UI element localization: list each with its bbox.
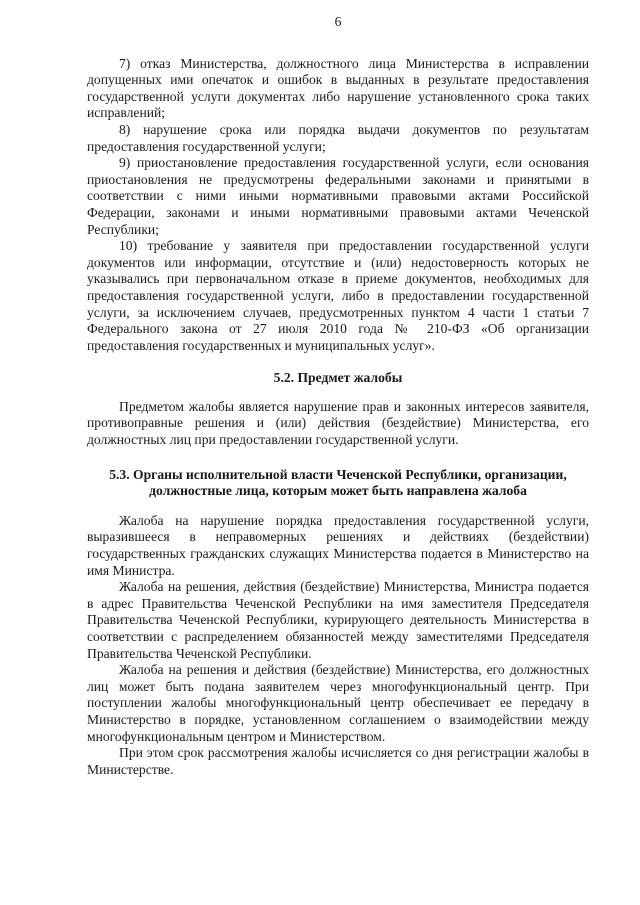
list-item-7: 7) отказ Министерства, должностного лица Министерства в исправлении допущенных ими опечаток и ошибок в выданных в результате предоставления государственной услуги документах либо нарушение установленного срока таких исправлений; — [87, 55, 589, 121]
document-page — [87, 14, 589, 778]
section-5-3-heading-line1: 5.3. Органы исполнительной власти Чеченской Республики, организации, — [109, 466, 567, 482]
section-5-3-heading — [87, 467, 589, 500]
section-5-3-paragraph-4: При этом срок рассмотрения жалобы исчисляется со дня регистрации жалобы в Министерстве. — [87, 745, 589, 777]
section-5-3-paragraph-1: Жалоба на нарушение порядка предоставления государственной услуги, выразившееся в неправомерных решениях и действиях (бездействии) государственных гражданских служащих Министерства подается в Министерство на имя Министра. — [87, 512, 589, 578]
section-5-3-paragraph-3: Жалоба на решения и действия (бездействие) Министерства, его должностных лиц может быть подана заявителем через многофункциональный центр. При поступлении жалобы многофункциональный центр обеспечивает ее передачу в Министерство в порядке, установленном соглашением о взаимодействии между многофункциональным центром и Министерством. — [87, 662, 589, 744]
list-item-8: 8) нарушение срока или порядка выдачи документов по результатам предоставления государственной услуги; — [87, 121, 589, 154]
list-item-9: 9) приостановление предоставления государственной услуги, если основания приостановления не предусмотрены федеральными законами и принятыми в соответствии с ними иными нормативными правовыми актами Российской Федерации, законами и иными нормативными правовыми актами Чеченской Республики; — [87, 155, 589, 237]
section-5-2-paragraph: Предметом жалобы является нарушение прав и законных интересов заявителя, противоправные решения и (или) действия (бездействие) Министерства, его должностных лиц при предоставлении государственной услуги. — [87, 398, 589, 448]
section-5-2-heading: 5.2. Предмет жалобы — [273, 370, 403, 386]
page-number: 6 — [334, 14, 342, 29]
list-item-10: 10) требование у заявителя при предоставлении государственной услуги документов или информации, отсутствие и (или) недостоверность которых не указывались при первоначальном отказе в приеме документов, необходимых для предоставления государственной услуги, либо в предоставлении государственной услуги, за исключением случаев, предусмотренных пунктом 4 части 1 статьи 7 Федерального закона от 27 июля 2010 года № 210-ФЗ «Об организации предоставления государственных и муниципальных услуг». — [87, 238, 589, 353]
section-5-3-heading-line2: должностные лица, которым может быть направлена жалоба — [149, 483, 527, 499]
section-5-3-paragraph-2: Жалоба на решения, действия (бездействие) Министерства, Министра подается в адрес Правительства Чеченской Республики на имя заместителя Председателя Правительства Чеченской Республики, курирующего деятельность Министерства в соответствии с распределением обязанностей между заместителями Председателя Правительства Чеченской Республики. — [87, 579, 589, 661]
